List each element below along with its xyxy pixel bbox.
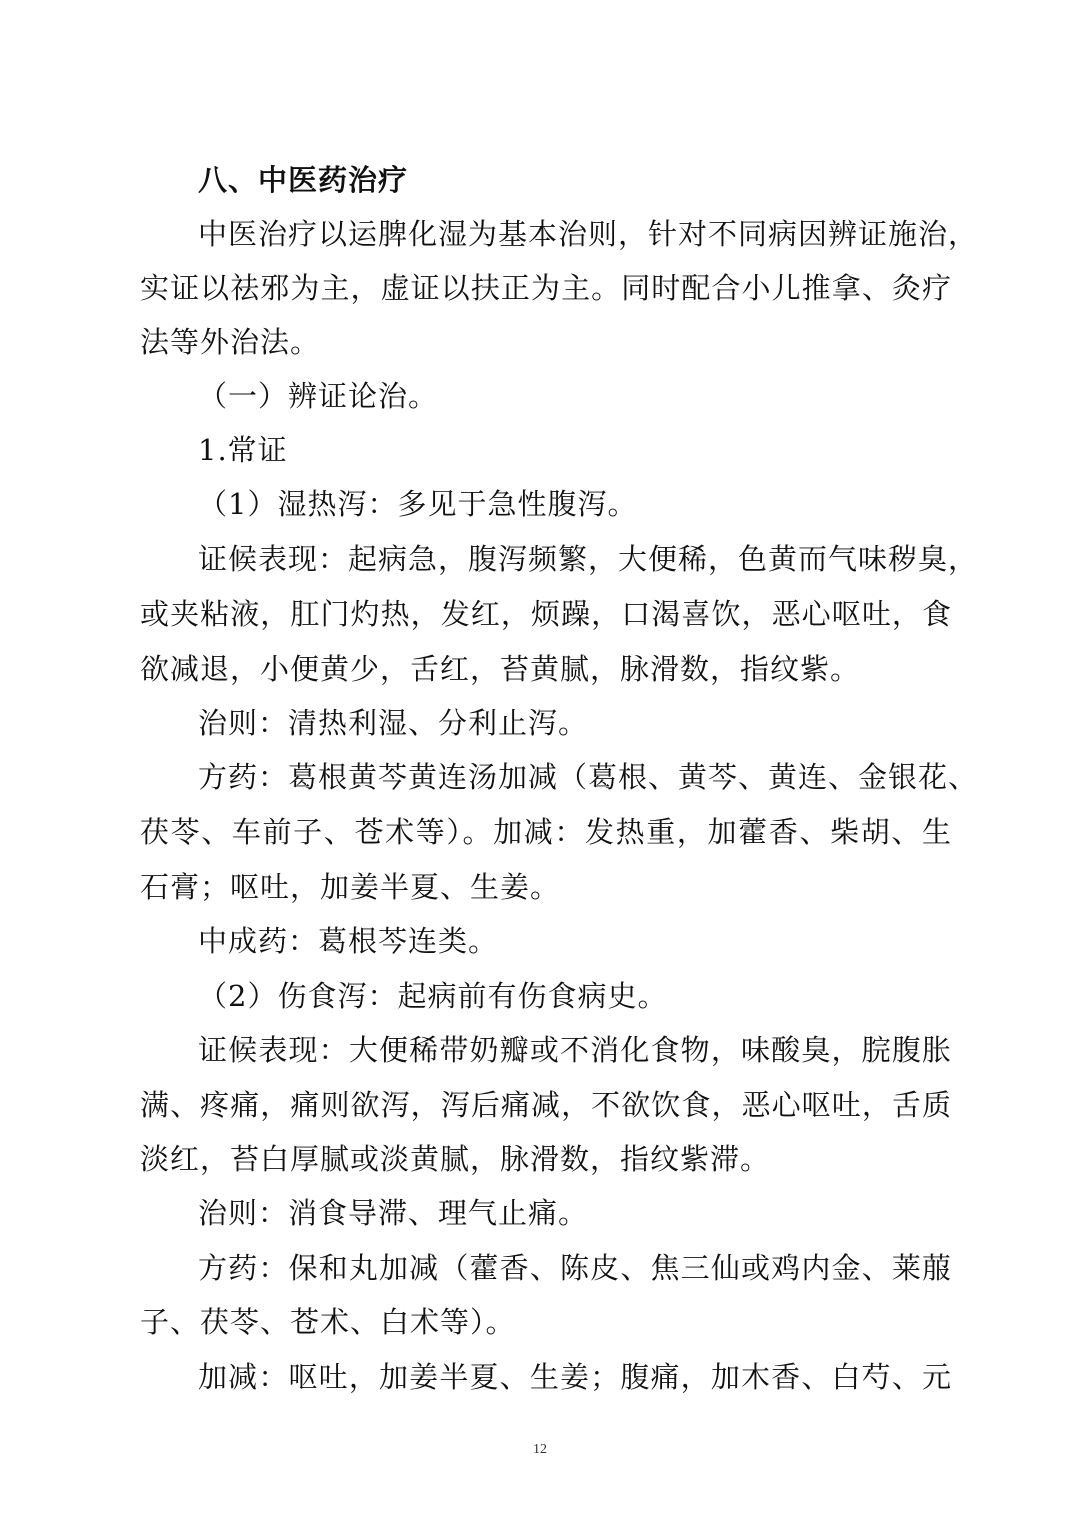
syndrome-heading: （1）湿热泻：多见于急性腹泻。 bbox=[198, 487, 638, 521]
syndrome-heading: （2）伤食泻：起病前有伤食病史。 bbox=[198, 979, 668, 1013]
paragraph-line: 中医治疗以运脾化湿为基本治则，针对不同病因辨证施治， bbox=[198, 217, 979, 251]
paragraph-line: 中成药：葛根芩连类。 bbox=[198, 924, 499, 958]
paragraph-line: 石膏；呕吐，加姜半夏、生姜。 bbox=[140, 870, 561, 904]
paragraph-line: 淡红，苔白厚腻或淡黄腻，脉滑数，指纹紫滞。 bbox=[140, 1142, 771, 1176]
paragraph-line: 满、疼痛，痛则欲泻，泻后痛减，不欲饮食，恶心呕吐，舌质 bbox=[140, 1088, 952, 1122]
paragraph-line: 证候表现：起病急，腹泻频繁，大便稀，色黄而气味秽臭， bbox=[198, 542, 979, 576]
paragraph-line: 治则：消食导滞、理气止痛。 bbox=[198, 1196, 589, 1230]
paragraph-line: 治则：清热利湿、分利止泻。 bbox=[198, 706, 589, 740]
section-heading: 八、中医药治疗 bbox=[198, 163, 409, 197]
page-number: 12 bbox=[533, 1442, 547, 1457]
subsection-heading: 1.常证 bbox=[198, 433, 288, 467]
paragraph-line: 欲减退，小便黄少，舌红，苔黄腻，脉滑数，指纹紫。 bbox=[140, 652, 861, 686]
paragraph-line: 实证以祛邪为主，虚证以扶正为主。同时配合小儿推拿、灸疗 bbox=[140, 271, 952, 305]
paragraph-line: 法等外治法。 bbox=[140, 325, 321, 359]
paragraph-line: 证候表现：大便稀带奶瓣或不消化食物，味酸臭，脘腹胀 bbox=[198, 1033, 952, 1067]
paragraph-line: 茯苓、车前子、苍术等）。加减：发热重，加藿香、柴胡、生 bbox=[140, 815, 952, 849]
paragraph-line: 或夹粘液，肛门灼热，发红，烦躁，口渴喜饮，恶心呕吐，食 bbox=[140, 597, 952, 631]
paragraph-line: 子、茯苓、苍术、白术等）。 bbox=[140, 1305, 516, 1339]
subsection-heading: （一）辨证论治。 bbox=[198, 379, 439, 413]
paragraph-line: 方药：保和丸加减（藿香、陈皮、焦三仙或鸡内金、莱菔 bbox=[198, 1251, 952, 1285]
paragraph-line: 加减：呕吐，加姜半夏、生姜；腹痛，加木香、白芍、元 bbox=[198, 1360, 952, 1394]
paragraph-line: 方药：葛根黄芩黄连汤加减（葛根、黄芩、黄连、金银花、 bbox=[198, 760, 979, 794]
